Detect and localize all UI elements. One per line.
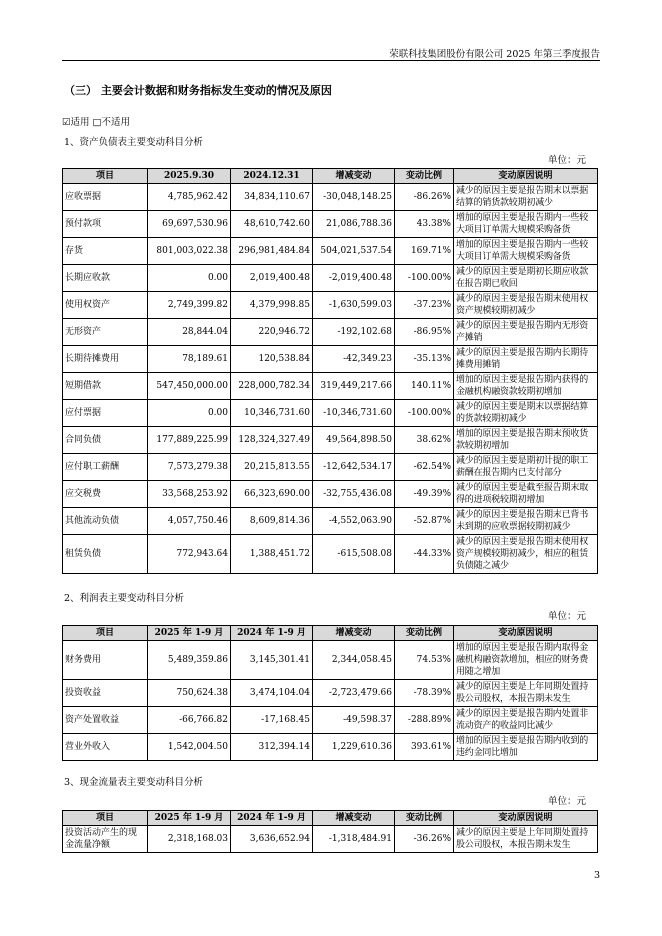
cell-ratio: 169.71% bbox=[395, 238, 454, 265]
cell-prior: 3,636,652.94 bbox=[231, 826, 313, 853]
cell-reason: 减少的原因主要是截至报告期末取得的进项税较期初增加 bbox=[454, 481, 598, 508]
table-row bbox=[63, 680, 598, 707]
cell-current: 28,844.04 bbox=[148, 319, 231, 346]
cell-item: 营业外收入 bbox=[63, 734, 148, 761]
cell-item: 预付款项 bbox=[63, 211, 148, 238]
cell-ratio: -49.39% bbox=[395, 481, 454, 508]
cash-flow-unit: 单位：元 bbox=[547, 796, 586, 807]
column-header-reason: 变动原因说明 bbox=[454, 811, 598, 826]
cell-reason: 减少的原因主要是报告期内长期待摊费用摊销 bbox=[454, 346, 598, 373]
cash-flow-title: 3、现金流量表主要变动科目分析 bbox=[64, 777, 204, 788]
cell-item: 应付职工薪酬 bbox=[63, 454, 148, 481]
cell-prior: 128,324,327.49 bbox=[231, 427, 313, 454]
column-header-ratio: 变动比例 bbox=[395, 169, 454, 184]
income-statement-title: 2、利润表主要变动科目分析 bbox=[64, 593, 185, 604]
cell-ratio: -44.33% bbox=[395, 535, 454, 574]
table-row bbox=[63, 346, 598, 373]
cell-change: -32,755,436.08 bbox=[313, 481, 395, 508]
cell-item: 存货 bbox=[63, 238, 148, 265]
cell-prior: 228,000,782.34 bbox=[231, 373, 313, 400]
table-row bbox=[63, 400, 598, 427]
table-row bbox=[63, 641, 598, 680]
table-row bbox=[63, 734, 598, 761]
table-row bbox=[63, 184, 598, 211]
balance-sheet-title: 1、资产负债表主要变动科目分析 bbox=[64, 137, 204, 148]
cell-reason: 增加的原因主要是报告期内一些较大项目订单需大规模采购备货 bbox=[454, 238, 598, 265]
cell-ratio: 74.53% bbox=[395, 641, 454, 680]
column-header-prior: 2024 年 1-9 月 bbox=[231, 626, 313, 641]
header-divider bbox=[62, 60, 600, 61]
cell-current: 750,624.38 bbox=[148, 680, 231, 707]
table-row bbox=[63, 535, 598, 574]
cell-change: -1,318,484.91 bbox=[313, 826, 395, 853]
cell-change: -30,048,148.25 bbox=[313, 184, 395, 211]
cell-item: 其他流动负债 bbox=[63, 508, 148, 535]
cell-reason: 减少的原因主要是报告期末使用权资产规模较期初减少，相应的租赁负债随之减少 bbox=[454, 535, 598, 574]
cell-ratio: 393.61% bbox=[395, 734, 454, 761]
cell-prior: -17,168.45 bbox=[231, 707, 313, 734]
cell-prior: 312,394.14 bbox=[231, 734, 313, 761]
cell-change: -1,630,599.03 bbox=[313, 292, 395, 319]
cell-prior: 296,981,484.84 bbox=[231, 238, 313, 265]
cell-prior: 66,323,690.00 bbox=[231, 481, 313, 508]
cell-prior: 8,609,814.36 bbox=[231, 508, 313, 535]
cell-item: 长期应收款 bbox=[63, 265, 148, 292]
cell-reason: 减少的原因主要是报告期末使用权资产规模较期初减少 bbox=[454, 292, 598, 319]
cell-reason: 减少的原因主要是期初长期应收款在报告期已收回 bbox=[454, 265, 598, 292]
cell-current: 4,785,962.42 bbox=[148, 184, 231, 211]
column-header-ratio: 变动比例 bbox=[395, 811, 454, 826]
cell-prior: 220,946.72 bbox=[231, 319, 313, 346]
table-row bbox=[63, 265, 598, 292]
cell-reason: 增加的原因主要是报告期内获得的金融机构融资款较期初增加 bbox=[454, 373, 598, 400]
cell-change: -49,598.37 bbox=[313, 707, 395, 734]
cell-item: 投资活动产生的现金流量净额 bbox=[63, 826, 148, 853]
cell-change: 1,229,610.36 bbox=[313, 734, 395, 761]
cell-change: -615,508.08 bbox=[313, 535, 395, 574]
cell-ratio: -52.87% bbox=[395, 508, 454, 535]
cell-current: 2,749,399.82 bbox=[148, 292, 231, 319]
balance-sheet-table bbox=[62, 168, 598, 574]
table-row bbox=[63, 319, 598, 346]
table-row bbox=[63, 427, 598, 454]
column-header-prior: 2024.12.31 bbox=[231, 169, 313, 184]
cell-prior: 4,379,998.85 bbox=[231, 292, 313, 319]
column-header-reason: 变动原因说明 bbox=[454, 169, 598, 184]
income-statement-unit: 单位：元 bbox=[547, 611, 586, 622]
table-header-row bbox=[63, 811, 598, 826]
income-statement-table bbox=[62, 625, 598, 761]
cell-prior: 20,215,813.55 bbox=[231, 454, 313, 481]
cell-prior: 10,346,731.60 bbox=[231, 400, 313, 427]
cell-change: 49,564,898.50 bbox=[313, 427, 395, 454]
table-row bbox=[63, 292, 598, 319]
column-header-item: 项目 bbox=[63, 811, 148, 826]
cell-item: 投资收益 bbox=[63, 680, 148, 707]
cell-reason: 减少的原因主要是报告期末已背书未到期的应收票据较期初减少 bbox=[454, 508, 598, 535]
cell-item: 租赁负债 bbox=[63, 535, 148, 574]
cell-prior: 48,610,742.60 bbox=[231, 211, 313, 238]
cell-item: 长期待摊费用 bbox=[63, 346, 148, 373]
cell-current: 4,057,750.46 bbox=[148, 508, 231, 535]
cell-item: 合同负债 bbox=[63, 427, 148, 454]
cell-ratio: -86.26% bbox=[395, 184, 454, 211]
cell-current: 0.00 bbox=[148, 400, 231, 427]
cell-current: 33,568,253.92 bbox=[148, 481, 231, 508]
column-header-current: 2025.9.30 bbox=[148, 169, 231, 184]
cell-prior: 3,145,301.41 bbox=[231, 641, 313, 680]
cell-current: 5,489,359.86 bbox=[148, 641, 231, 680]
cell-item: 无形资产 bbox=[63, 319, 148, 346]
balance-sheet-unit: 单位：元 bbox=[547, 155, 586, 166]
cell-change: -2,723,479.66 bbox=[313, 680, 395, 707]
table-row bbox=[63, 454, 598, 481]
cell-change: 2,344,058.45 bbox=[313, 641, 395, 680]
cell-ratio: -100.00% bbox=[395, 400, 454, 427]
cell-current: 0.00 bbox=[148, 265, 231, 292]
table-row bbox=[63, 373, 598, 400]
cell-change: -10,346,731.60 bbox=[313, 400, 395, 427]
cell-reason: 减少的原因主要是上年同期处置持股公司股权，本报告期未发生 bbox=[454, 826, 598, 853]
cell-reason: 减少的原因主要是期末以票据结算的货款较期初减少 bbox=[454, 400, 598, 427]
cell-reason: 减少的原因主要是期初计提的职工薪酬在报告期内已支付部分 bbox=[454, 454, 598, 481]
cell-ratio: -288.89% bbox=[395, 707, 454, 734]
cell-current: 2,318,168.03 bbox=[148, 826, 231, 853]
cell-current: 772,943.64 bbox=[148, 535, 231, 574]
cell-change: -12,642,534.17 bbox=[313, 454, 395, 481]
table-row bbox=[63, 826, 598, 853]
cell-change: 319,449,217.66 bbox=[313, 373, 395, 400]
cell-current: -66,766.82 bbox=[148, 707, 231, 734]
cell-reason: 增加的原因主要是报告期内收到的违约金同比增加 bbox=[454, 734, 598, 761]
cell-reason: 增加的原因主要是报告期内一些较大项目订单需大规模采购备货 bbox=[454, 211, 598, 238]
section-title: （三） 主要会计数据和财务指标发生变动的情况及原因 bbox=[64, 84, 332, 97]
column-header-change: 增减变动 bbox=[313, 626, 395, 641]
cell-prior: 2,019,400.48 bbox=[231, 265, 313, 292]
cell-item: 应交税费 bbox=[63, 481, 148, 508]
table-row bbox=[63, 238, 598, 265]
cell-change: -4,552,063.90 bbox=[313, 508, 395, 535]
cell-ratio: -37.23% bbox=[395, 292, 454, 319]
cell-change: 504,021,537.54 bbox=[313, 238, 395, 265]
cell-prior: 120,538.84 bbox=[231, 346, 313, 373]
column-header-change: 增减变动 bbox=[313, 169, 395, 184]
table-row bbox=[63, 481, 598, 508]
cell-reason: 增加的原因主要是报告期末预收货款较期初增加 bbox=[454, 427, 598, 454]
cell-reason: 减少的原因主要是上年同期处置持股公司股权，本报告期未发生 bbox=[454, 680, 598, 707]
table-row bbox=[63, 211, 598, 238]
column-header-item: 项目 bbox=[63, 626, 148, 641]
cell-prior: 3,474,104.04 bbox=[231, 680, 313, 707]
cell-change: -192,102.68 bbox=[313, 319, 395, 346]
cell-current: 69,697,530.96 bbox=[148, 211, 231, 238]
column-header-current: 2025 年 1-9 月 bbox=[148, 626, 231, 641]
cell-ratio: 38.62% bbox=[395, 427, 454, 454]
cell-ratio: 140.11% bbox=[395, 373, 454, 400]
cell-prior: 34,834,110.67 bbox=[231, 184, 313, 211]
cell-reason: 增加的原因主要是报告期内取得金融机构融资款增加，相应的财务费用随之增加 bbox=[454, 641, 598, 680]
cell-current: 78,189.61 bbox=[148, 346, 231, 373]
page-number: 3 bbox=[593, 870, 600, 881]
cell-prior: 1,388,451.72 bbox=[231, 535, 313, 574]
column-header-current: 2025 年 1-9 月 bbox=[148, 811, 231, 826]
cell-ratio: -62.54% bbox=[395, 454, 454, 481]
cell-ratio: -100.00% bbox=[395, 265, 454, 292]
column-header-change: 增减变动 bbox=[313, 811, 395, 826]
cell-current: 7,573,279.38 bbox=[148, 454, 231, 481]
cell-current: 1,542,004.50 bbox=[148, 734, 231, 761]
cell-change: 21,086,788.36 bbox=[313, 211, 395, 238]
cell-item: 资产处置收益 bbox=[63, 707, 148, 734]
cell-current: 801,003,022.38 bbox=[148, 238, 231, 265]
table-row bbox=[63, 707, 598, 734]
table-header-row bbox=[63, 626, 598, 641]
cell-change: -2,019,400.48 bbox=[313, 265, 395, 292]
cell-ratio: 43.38% bbox=[395, 211, 454, 238]
cell-current: 547,450,000.00 bbox=[148, 373, 231, 400]
table-row bbox=[63, 508, 598, 535]
cell-change: -42,349.23 bbox=[313, 346, 395, 373]
cell-item: 短期借款 bbox=[63, 373, 148, 400]
table-header-row bbox=[63, 169, 598, 184]
cell-ratio: -78.39% bbox=[395, 680, 454, 707]
cell-reason: 减少的原因主要是报告期内处置非流动资产的收益同比减少 bbox=[454, 707, 598, 734]
cell-reason: 减少的原因主要是报告期内无形资产摊销 bbox=[454, 319, 598, 346]
cash-flow-table bbox=[62, 810, 598, 853]
column-header-ratio: 变动比例 bbox=[395, 626, 454, 641]
column-header-reason: 变动原因说明 bbox=[454, 626, 598, 641]
document-header: 荣联科技集团股份有限公司 2025 年第三季度报告 bbox=[389, 49, 600, 60]
cell-item: 应付票据 bbox=[63, 400, 148, 427]
column-header-item: 项目 bbox=[63, 169, 148, 184]
cell-item: 使用权资产 bbox=[63, 292, 148, 319]
column-header-prior: 2024 年 1-9 月 bbox=[231, 811, 313, 826]
cell-item: 应收票据 bbox=[63, 184, 148, 211]
cell-ratio: -36.26% bbox=[395, 826, 454, 853]
cell-current: 177,889,225.99 bbox=[148, 427, 231, 454]
applicable-checkbox-text: ☑适用 □不适用 bbox=[62, 117, 131, 128]
cell-item: 财务费用 bbox=[63, 641, 148, 680]
cell-ratio: -86.95% bbox=[395, 319, 454, 346]
cell-reason: 减少的原因主要是报告期末以票据结算的销货款较期初减少 bbox=[454, 184, 598, 211]
cell-ratio: -35.13% bbox=[395, 346, 454, 373]
